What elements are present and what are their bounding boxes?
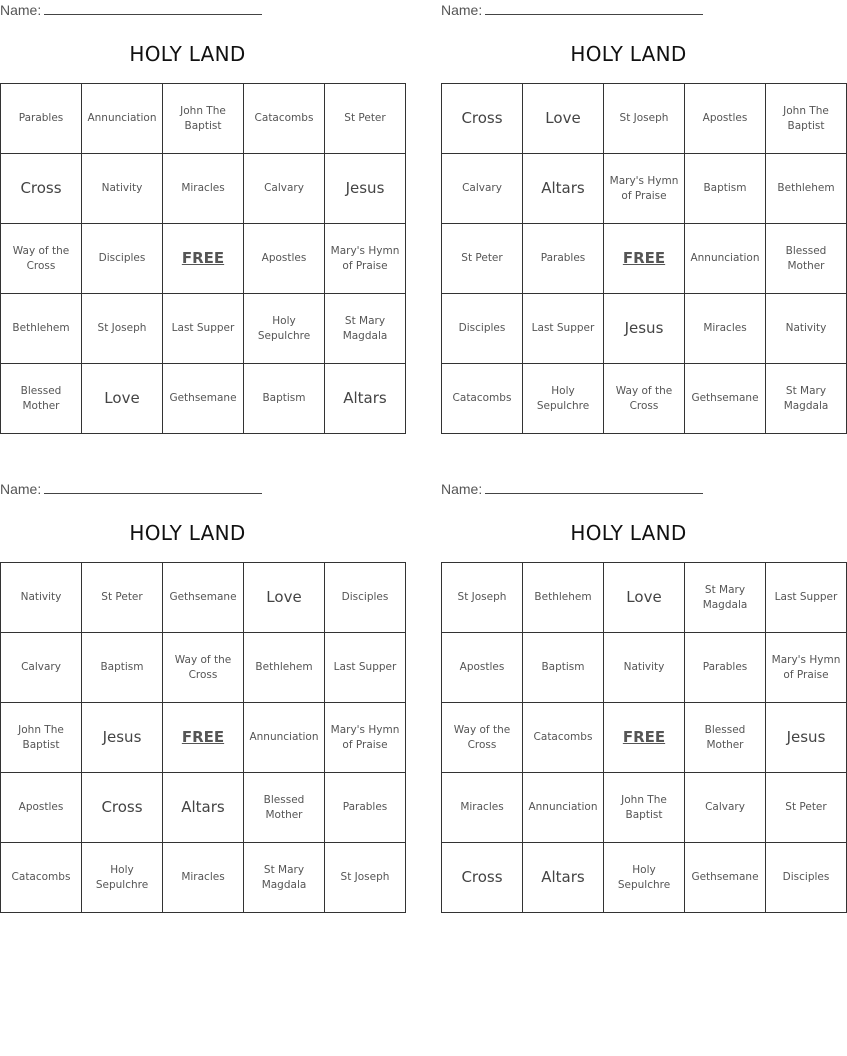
- bingo-cell[interactable]: St Joseph: [442, 563, 523, 633]
- bingo-cell[interactable]: Way of the Cross: [163, 633, 244, 703]
- name-field[interactable]: [0, 481, 262, 497]
- bingo-cell[interactable]: Catacombs: [442, 364, 523, 434]
- card-title: HOLY LAND: [129, 521, 246, 545]
- bingo-cell[interactable]: Altars: [163, 773, 244, 843]
- bingo-cell[interactable]: St Mary Magdala: [325, 294, 406, 364]
- bingo-cell[interactable]: Annunciation: [685, 224, 766, 294]
- bingo-cell[interactable]: Disciples: [82, 224, 163, 294]
- bingo-row: [1, 703, 406, 773]
- bingo-cell[interactable]: Jesus: [604, 294, 685, 364]
- bingo-cell[interactable]: St Mary Magdala: [766, 364, 847, 434]
- bingo-cell[interactable]: Disciples: [766, 843, 847, 913]
- bingo-cell[interactable]: Miracles: [685, 294, 766, 364]
- bingo-cell[interactable]: Baptism: [685, 154, 766, 224]
- bingo-cell[interactable]: Holy Sepulchre: [604, 843, 685, 913]
- bingo-cell[interactable]: Holy Sepulchre: [82, 843, 163, 913]
- bingo-cell[interactable]: Calvary: [442, 154, 523, 224]
- bingo-cell[interactable]: Mary's Hymn of Praise: [766, 633, 847, 703]
- bingo-cell[interactable]: Cross: [442, 84, 523, 154]
- name-blank-line[interactable]: [44, 2, 262, 15]
- bingo-cell[interactable]: Cross: [442, 843, 523, 913]
- bingo-cell[interactable]: Last Supper: [523, 294, 604, 364]
- bingo-card-3: [0, 479, 400, 911]
- bingo-row: [442, 843, 847, 913]
- bingo-row: [442, 154, 847, 224]
- bingo-row: [1, 84, 406, 154]
- bingo-card-1: [0, 0, 400, 432]
- bingo-cell[interactable]: Jesus: [82, 703, 163, 773]
- bingo-cell[interactable]: Holy Sepulchre: [244, 294, 325, 364]
- bingo-grid: [441, 83, 847, 434]
- name-label: Name:: [0, 481, 42, 497]
- bingo-row: [442, 703, 847, 773]
- bingo-cell[interactable]: Last Supper: [325, 633, 406, 703]
- bingo-cell[interactable]: Baptism: [82, 633, 163, 703]
- name-field[interactable]: [0, 2, 262, 18]
- bingo-cell[interactable]: Calvary: [1, 633, 82, 703]
- bingo-row: [1, 154, 406, 224]
- bingo-cell[interactable]: John The Baptist: [604, 773, 685, 843]
- bingo-cell[interactable]: Cross: [82, 773, 163, 843]
- free-space-cell[interactable]: FREE: [604, 703, 685, 773]
- bingo-cell[interactable]: Way of the Cross: [442, 703, 523, 773]
- bingo-cell[interactable]: Gethsemane: [163, 563, 244, 633]
- bingo-cell[interactable]: Jesus: [325, 154, 406, 224]
- bingo-cell[interactable]: Blessed Mother: [685, 703, 766, 773]
- bingo-row: [442, 84, 847, 154]
- bingo-cell[interactable]: Love: [82, 364, 163, 434]
- bingo-cell[interactable]: Nativity: [82, 154, 163, 224]
- bingo-cell[interactable]: St Peter: [82, 563, 163, 633]
- bingo-cell[interactable]: Blessed Mother: [766, 224, 847, 294]
- bingo-cell[interactable]: Catacombs: [1, 843, 82, 913]
- bingo-cell[interactable]: Catacombs: [244, 84, 325, 154]
- bingo-cell[interactable]: Annunciation: [523, 773, 604, 843]
- bingo-cell[interactable]: Disciples: [442, 294, 523, 364]
- name-blank-line[interactable]: [485, 481, 703, 494]
- bingo-row: [442, 773, 847, 843]
- bingo-cell[interactable]: Mary's Hymn of Praise: [604, 154, 685, 224]
- bingo-cell[interactable]: Way of the Cross: [604, 364, 685, 434]
- bingo-row: [1, 773, 406, 843]
- bingo-row: [442, 633, 847, 703]
- name-label: Name:: [441, 481, 483, 497]
- name-label: Name:: [441, 2, 483, 18]
- bingo-cell[interactable]: Mary's Hymn of Praise: [325, 224, 406, 294]
- bingo-cell[interactable]: Apostles: [685, 84, 766, 154]
- bingo-cell[interactable]: Apostles: [442, 633, 523, 703]
- bingo-cell[interactable]: Annunciation: [244, 703, 325, 773]
- bingo-cell[interactable]: Love: [604, 563, 685, 633]
- bingo-cell[interactable]: Cross: [1, 154, 82, 224]
- name-field[interactable]: [441, 2, 703, 18]
- bingo-cell[interactable]: Parables: [523, 224, 604, 294]
- bingo-cell[interactable]: Apostles: [244, 224, 325, 294]
- bingo-cell[interactable]: Altars: [523, 154, 604, 224]
- bingo-cell[interactable]: Parables: [325, 773, 406, 843]
- bingo-cell[interactable]: Parables: [685, 633, 766, 703]
- bingo-cell[interactable]: Calvary: [685, 773, 766, 843]
- bingo-card-4: [441, 479, 841, 911]
- bingo-row: [442, 294, 847, 364]
- bingo-cell[interactable]: St Joseph: [82, 294, 163, 364]
- bingo-cell[interactable]: St Joseph: [604, 84, 685, 154]
- bingo-cell[interactable]: Miracles: [442, 773, 523, 843]
- bingo-cell[interactable]: Disciples: [325, 563, 406, 633]
- bingo-cell[interactable]: Baptism: [244, 364, 325, 434]
- bingo-cell[interactable]: John The Baptist: [163, 84, 244, 154]
- bingo-cell[interactable]: Gethsemane: [163, 364, 244, 434]
- bingo-cell[interactable]: Calvary: [244, 154, 325, 224]
- name-label: Name:: [0, 2, 42, 18]
- card-title: HOLY LAND: [570, 42, 687, 66]
- bingo-row: [1, 843, 406, 913]
- bingo-grid: [441, 562, 847, 913]
- bingo-cell[interactable]: St Peter: [442, 224, 523, 294]
- bingo-cell[interactable]: John The Baptist: [1, 703, 82, 773]
- bingo-cell[interactable]: Blessed Mother: [1, 364, 82, 434]
- bingo-grid: [0, 562, 406, 913]
- bingo-card-2: [441, 0, 835, 432]
- bingo-cell[interactable]: St Peter: [325, 84, 406, 154]
- bingo-row: [442, 563, 847, 633]
- bingo-cell[interactable]: John The Baptist: [766, 84, 847, 154]
- bingo-cell[interactable]: Way of the Cross: [1, 224, 82, 294]
- bingo-cell[interactable]: Blessed Mother: [244, 773, 325, 843]
- bingo-grid: [0, 83, 406, 434]
- bingo-cell[interactable]: Jesus: [766, 703, 847, 773]
- bingo-row: [1, 633, 406, 703]
- bingo-cell[interactable]: Altars: [523, 843, 604, 913]
- bingo-cell[interactable]: Baptism: [523, 633, 604, 703]
- bingo-cell[interactable]: Nativity: [604, 633, 685, 703]
- bingo-row: [1, 563, 406, 633]
- bingo-cell[interactable]: Bethlehem: [1, 294, 82, 364]
- bingo-cell[interactable]: Holy Sepulchre: [523, 364, 604, 434]
- bingo-cell[interactable]: Nativity: [766, 294, 847, 364]
- bingo-cell[interactable]: Bethlehem: [244, 633, 325, 703]
- bingo-cell[interactable]: Bethlehem: [766, 154, 847, 224]
- bingo-cell[interactable]: Nativity: [1, 563, 82, 633]
- bingo-cell[interactable]: Mary's Hymn of Praise: [325, 703, 406, 773]
- card-title: HOLY LAND: [570, 521, 687, 545]
- bingo-row: [442, 224, 847, 294]
- bingo-row: [1, 294, 406, 364]
- free-space-cell[interactable]: FREE: [604, 224, 685, 294]
- bingo-cell[interactable]: Altars: [325, 364, 406, 434]
- free-space-cell[interactable]: FREE: [163, 224, 244, 294]
- name-field[interactable]: [441, 481, 703, 497]
- bingo-cell[interactable]: Love: [523, 84, 604, 154]
- bingo-row: [1, 224, 406, 294]
- bingo-cell[interactable]: St Peter: [766, 773, 847, 843]
- bingo-cell[interactable]: Love: [244, 563, 325, 633]
- bingo-row: [1, 364, 406, 434]
- bingo-row: [442, 364, 847, 434]
- free-space-cell[interactable]: FREE: [163, 703, 244, 773]
- name-blank-line[interactable]: [44, 481, 262, 494]
- name-blank-line[interactable]: [485, 2, 703, 15]
- bingo-cell[interactable]: St Mary Magdala: [685, 563, 766, 633]
- bingo-cell[interactable]: Last Supper: [766, 563, 847, 633]
- bingo-cell[interactable]: Miracles: [163, 154, 244, 224]
- bingo-cell[interactable]: Last Supper: [163, 294, 244, 364]
- card-title: HOLY LAND: [129, 42, 246, 66]
- bingo-cell[interactable]: Bethlehem: [523, 563, 604, 633]
- bingo-cell[interactable]: St Joseph: [325, 843, 406, 913]
- bingo-cell[interactable]: Gethsemane: [685, 364, 766, 434]
- bingo-cell[interactable]: Annunciation: [82, 84, 163, 154]
- bingo-cell[interactable]: Apostles: [1, 773, 82, 843]
- bingo-cell[interactable]: Gethsemane: [685, 843, 766, 913]
- bingo-cell[interactable]: Parables: [1, 84, 82, 154]
- bingo-cell[interactable]: St Mary Magdala: [244, 843, 325, 913]
- bingo-cell[interactable]: Miracles: [163, 843, 244, 913]
- bingo-cell[interactable]: Catacombs: [523, 703, 604, 773]
